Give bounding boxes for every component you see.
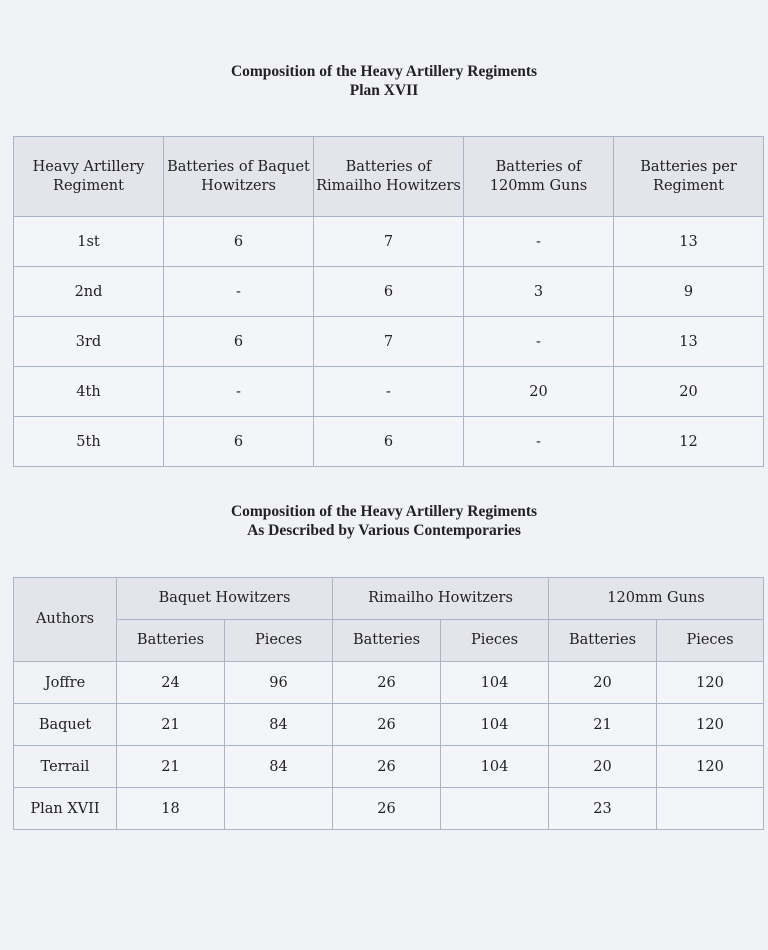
header-authors: Authors [14,578,117,662]
cell: 6 [314,267,464,317]
cell: - [464,217,614,267]
cell: 4th [14,367,164,417]
table-row [14,704,764,746]
cell: 21 [117,746,225,788]
cell: 84 [225,704,333,746]
cell: 104 [441,704,549,746]
cell: 6 [164,317,314,367]
cell: 9 [614,267,764,317]
cell: 120 [657,662,764,704]
cell: 84 [225,746,333,788]
cell: - [314,367,464,417]
cell: 26 [333,704,441,746]
table2-title-line2: As Described by Various Contemporaries [247,522,521,539]
table-row [14,217,764,267]
table-row [14,662,764,704]
author-cell: Joffre [14,662,117,704]
group-header-120mm: 120mm Guns [549,578,764,620]
header-regiment: Heavy Artillery Regiment [14,137,164,217]
cell: 20 [614,367,764,417]
cell: - [464,417,614,467]
table2-title-line1: Composition of the Heavy Artillery Regiments [230,503,538,520]
table1-header-row [14,137,764,217]
table-row [14,788,764,830]
header-baquet: Batteries of Baquet Howitzers [164,137,314,217]
cell: 24 [117,662,225,704]
table2-group-header-row [14,578,764,620]
cell: 3 [464,267,614,317]
cell: 96 [225,662,333,704]
cell: 1st [14,217,164,267]
subheader-batteries: Batteries [549,620,657,662]
subheader-pieces: Pieces [657,620,764,662]
cell: 18 [117,788,225,830]
plan-xvii-composition-table [13,136,764,467]
table1-title-line2: Plan XVII [349,82,419,99]
subheader-pieces: Pieces [441,620,549,662]
cell: - [164,267,314,317]
subheader-batteries: Batteries [117,620,225,662]
table1-title [0,62,768,100]
subheader-batteries: Batteries [333,620,441,662]
table-row [14,417,764,467]
author-cell: Terrail [14,746,117,788]
table2-title [0,502,768,540]
cell [441,788,549,830]
table1-title-line1: Composition of the Heavy Artillery Regiments [230,63,538,80]
cell: 120 [657,746,764,788]
cell: 2nd [14,267,164,317]
cell: 3rd [14,317,164,367]
author-cell: Plan XVII [14,788,117,830]
cell: - [164,367,314,417]
table-row [14,317,764,367]
cell: 20 [464,367,614,417]
cell: 26 [333,662,441,704]
cell: 104 [441,662,549,704]
cell: 6 [164,417,314,467]
cell: - [464,317,614,367]
cell: 7 [314,217,464,267]
cell: 7 [314,317,464,367]
group-header-baquet: Baquet Howitzers [117,578,333,620]
cell: 120 [657,704,764,746]
header-120mm: Batteries of 120mm Guns [464,137,614,217]
cell: 21 [117,704,225,746]
author-cell: Baquet [14,704,117,746]
group-header-rimailho: Rimailho Howitzers [333,578,549,620]
cell: 20 [549,746,657,788]
table-row [14,746,764,788]
table-row [14,267,764,317]
table2-subheader-row [14,620,764,662]
cell: 26 [333,746,441,788]
cell: 6 [314,417,464,467]
cell: 20 [549,662,657,704]
cell: 21 [549,704,657,746]
subheader-pieces: Pieces [225,620,333,662]
cell: 104 [441,746,549,788]
cell: 12 [614,417,764,467]
header-rimailho: Batteries of Rimailho Howitzers [314,137,464,217]
cell: 6 [164,217,314,267]
cell [225,788,333,830]
cell: 13 [614,317,764,367]
cell [657,788,764,830]
cell: 26 [333,788,441,830]
cell: 5th [14,417,164,467]
table-row [14,367,764,417]
contemporaries-composition-table [13,577,764,830]
header-per-regiment: Batteries per Regiment [614,137,764,217]
cell: 23 [549,788,657,830]
cell: 13 [614,217,764,267]
